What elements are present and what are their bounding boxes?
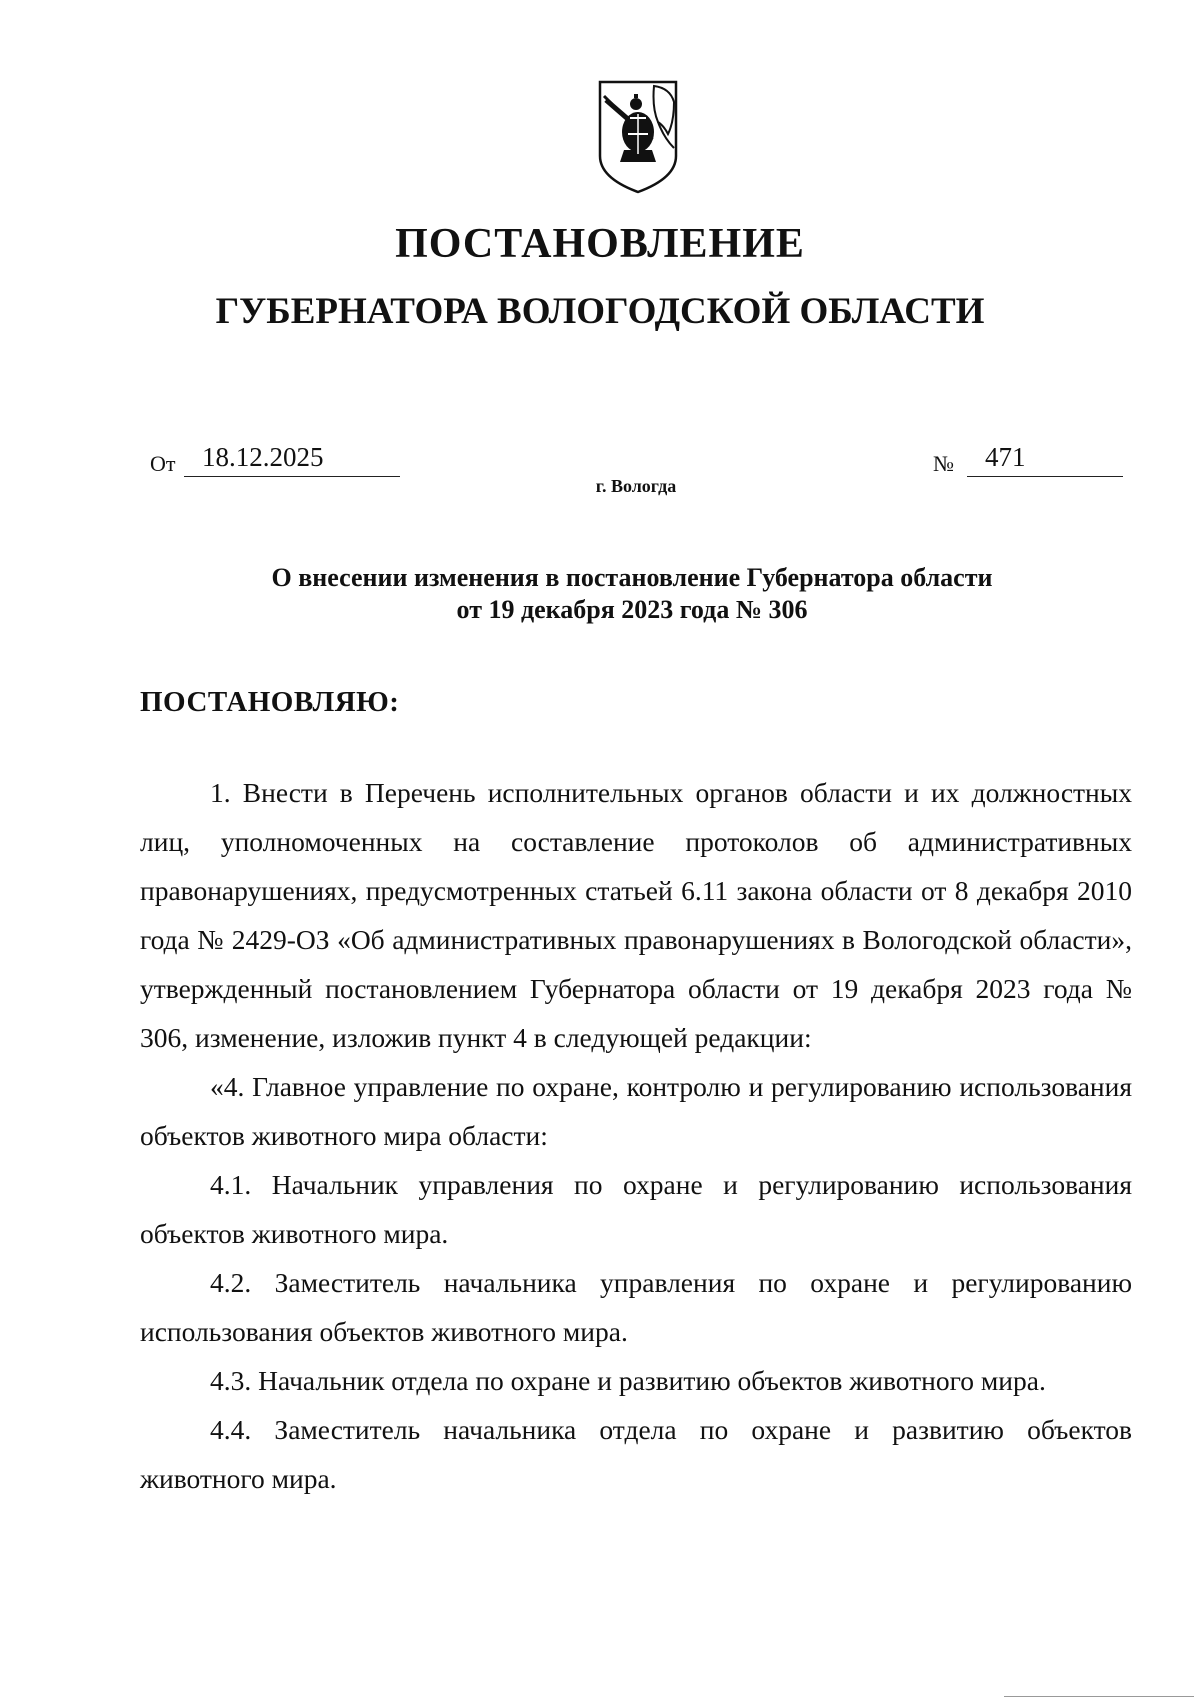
page-title: ПОСТАНОВЛЕНИЕ — [395, 221, 805, 267]
document-subject — [0, 562, 1200, 626]
paragraph-item-4-4: 4.4. Заместитель начальника отдела по охране и развитию объектов животного мира. — [140, 1414, 1132, 1494]
page-subtitle: ГУБЕРНАТОРА ВОЛОГОДСКОЙ ОБЛАСТИ — [215, 291, 985, 332]
number-value: 471 — [985, 442, 1026, 472]
number-prefix: № — [933, 451, 954, 476]
paragraph-item-4-2: 4.2. Заместитель начальника управления по охране и регулированию использования объектов животного мира. — [140, 1267, 1132, 1347]
paragraph-1: 1. Внести в Перечень исполнительных органов области и их должностных лиц, уполномоченных на составление протоколов об административных правонарушениях, предусмотренных статьей 6.11 закона области от 8 декабря 2010 года № 2429-ОЗ «Об административных правонарушениях в Вологодской области», утвержденный постановлением Губернатора области от 19 декабря 2023 года № 306, изменение, изложив пункт 4 в следующей редакции: — [140, 777, 1132, 1053]
subject-line-2: от 19 декабря 2023 года № 306 — [456, 595, 808, 624]
paragraph-item-4-3: 4.3. Начальник отдела по охране и развитию объектов животного мира. — [210, 1365, 1046, 1396]
paragraph-item-4-1: 4.1. Начальник управления по охране и регулированию использования объектов животного мира. — [140, 1169, 1132, 1249]
date-value: 18.12.2025 — [202, 442, 324, 472]
paragraph-item-4: «4. Главное управление по охране, контролю и регулированию использования объектов животного мира области: — [140, 1071, 1132, 1151]
decree-word: ПОСТАНОВЛЯЮ: — [140, 686, 400, 718]
city-label: г. Вологда — [595, 476, 677, 496]
vologda-coat-of-arms-icon — [594, 78, 682, 196]
date-prefix: От — [150, 451, 176, 476]
document-body — [140, 768, 1132, 1503]
scan-edge-line — [1004, 1696, 1194, 1697]
subject-line-1: О внесении изменения в постановление Губернатора области — [271, 563, 993, 592]
